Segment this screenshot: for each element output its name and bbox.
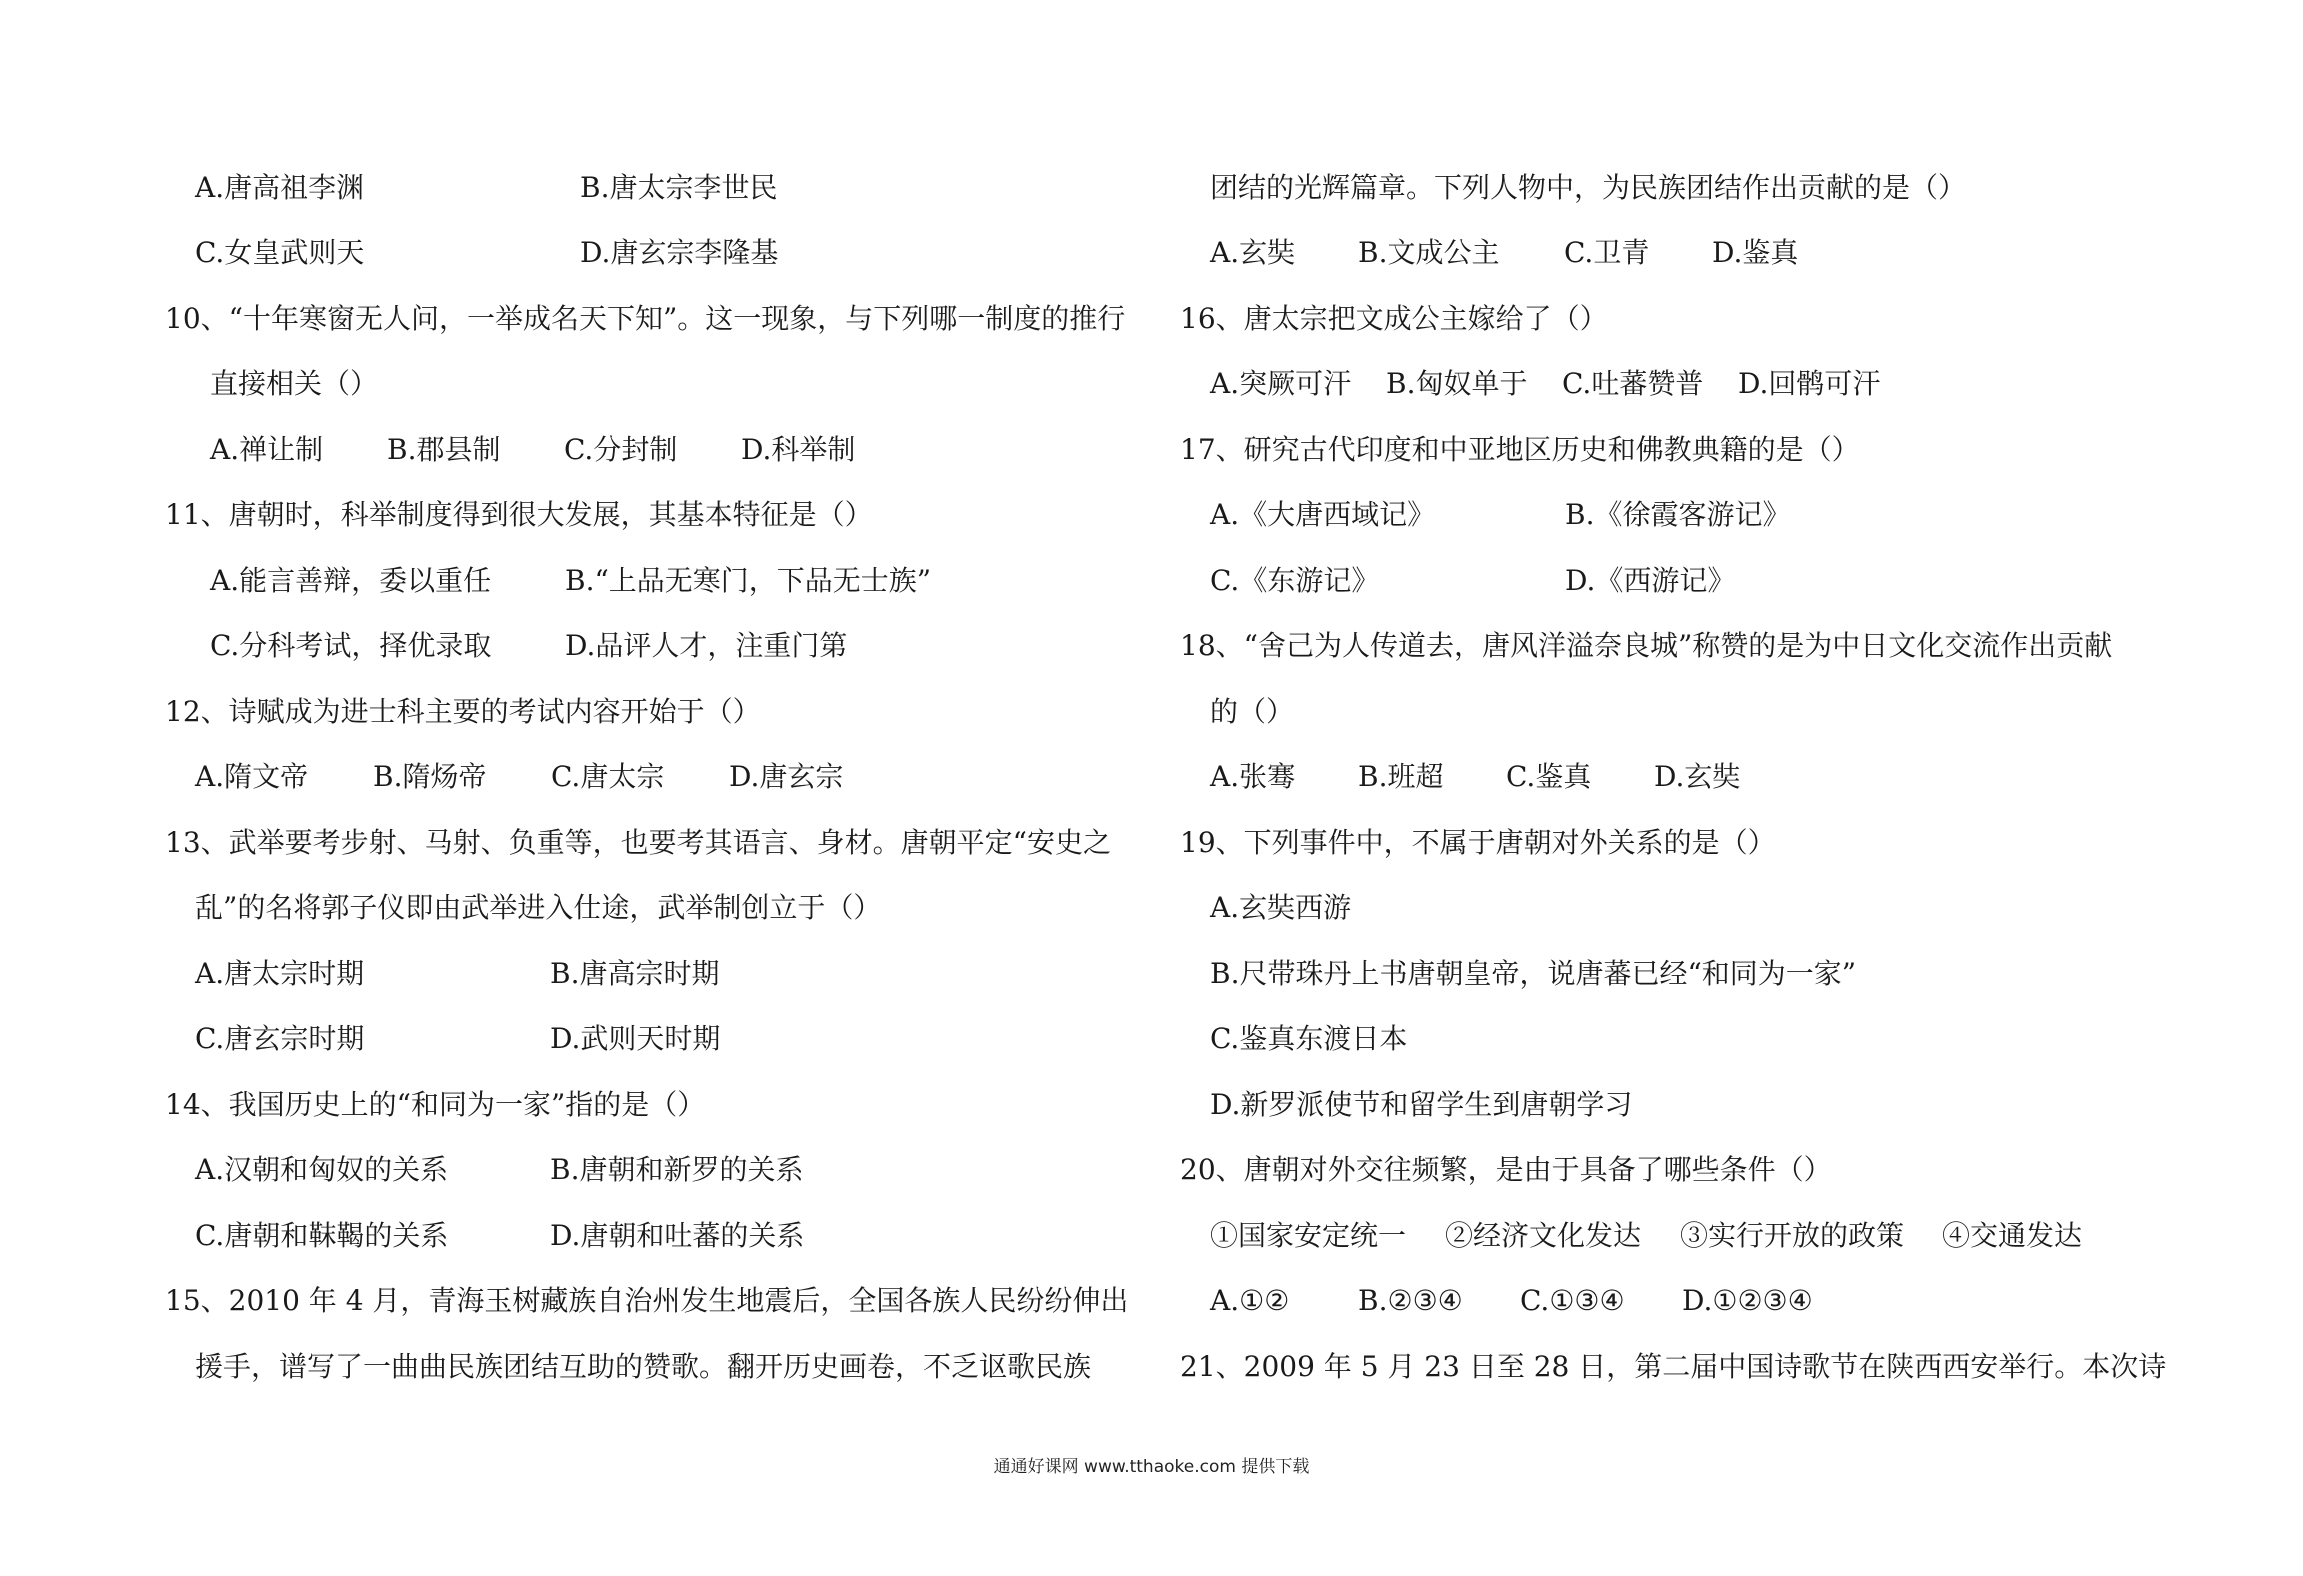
condition-item: ③实行开放的政策: [1680, 1218, 1905, 1252]
option-b: B.②③④: [1358, 1284, 1463, 1318]
option-a: A.①②: [1210, 1284, 1290, 1318]
option-b: B.隋炀帝: [373, 760, 487, 794]
option-c: C.鉴真: [1506, 760, 1592, 794]
option-b: B.文成公主: [1358, 236, 1500, 270]
option-a: A.能言善辩，委以重任: [210, 563, 492, 597]
question-20: 20、唐朝对外交往频繁，是由于具备了哪些条件（）: [1180, 1153, 1832, 1187]
question-17: 17、研究古代印度和中亚地区历史和佛教典籍的是（）: [1180, 432, 1860, 466]
question-18: 18、“舍己为人传道去，唐风洋溢奈良城”称赞的是为中日文化交流作出贡献: [1180, 629, 2113, 663]
option-d: D.玄奘: [1654, 760, 1741, 794]
option-a: A.玄奘西游: [1210, 891, 1352, 925]
option-a: A.张骞: [1210, 760, 1296, 794]
question-14: 14、我国历史上的“和同为一家”指的是（）: [165, 1087, 706, 1121]
option-row: [165, 548, 1145, 614]
right-column: [1180, 155, 2167, 1400]
option-row: [1180, 221, 2160, 287]
option-b: B.“上品无寒门，下品无士族”: [565, 563, 932, 597]
condition-item: ②经济文化发达: [1445, 1218, 1642, 1252]
option-d: D.唐玄宗李隆基: [580, 236, 779, 270]
option-c: C.①③④: [1520, 1284, 1625, 1318]
question-13: 13、武举要考步射、马射、负重等，也要考其语言、身材。唐朝平定“安史之: [165, 825, 1111, 859]
option-c: C.女皇武则天: [195, 236, 365, 270]
option-row: [165, 221, 1145, 287]
question-12: 12、诗赋成为进士科主要的考试内容开始于（）: [165, 694, 761, 728]
option-d: D.回鹘可汗: [1738, 367, 1881, 401]
option-d: D.①②③④: [1682, 1284, 1813, 1318]
option-b: B.唐太宗李世民: [580, 170, 778, 204]
option-b: B.班超: [1358, 760, 1444, 794]
left-column: [165, 155, 1145, 1400]
option-b: B.唐朝和新罗的关系: [550, 1153, 804, 1187]
option-row: [1180, 352, 2160, 418]
option-c: C.《东游记》: [1210, 563, 1380, 597]
option-a: A.唐高祖李渊: [195, 170, 365, 204]
option-row: [1180, 548, 2160, 614]
option-row: [1180, 1269, 2160, 1335]
question-11: 11、唐朝时，科举制度得到很大发展，其基本特征是（）: [165, 498, 873, 532]
option-row: [1180, 483, 2160, 549]
option-b: B.尺带珠丹上书唐朝皇帝，说唐蕃已经“和同为一家”: [1210, 956, 1857, 990]
option-d: D.唐朝和吐蕃的关系: [550, 1218, 805, 1252]
option-d: D.科举制: [741, 432, 856, 466]
question-16: 16、唐太宗把文成公主嫁给了（）: [1180, 301, 1608, 335]
question-10: 10、“十年寒窗无人问，一举成名天下知”。这一现象，与下列哪一制度的推行: [165, 301, 1126, 335]
option-row: [165, 941, 1145, 1007]
option-d: D.《西游记》: [1565, 563, 1736, 597]
footer-credit: 通通好课网 www.tthaoke.com 提供下载: [993, 1457, 1310, 1477]
option-row: [165, 745, 1145, 811]
option-c: C.唐太宗: [551, 760, 665, 794]
option-d: D.鉴真: [1712, 236, 1799, 270]
option-a: A.汉朝和匈奴的关系: [195, 1153, 449, 1187]
option-a: A.禅让制: [210, 432, 324, 466]
option-a: A.突厥可汗: [1210, 367, 1352, 401]
option-b: B.《徐霞客游记》: [1565, 498, 1791, 532]
option-c: C.鉴真东渡日本: [1210, 1022, 1408, 1056]
question-15-cont: 团结的光辉篇章。下列人物中，为民族团结作出贡献的是（）: [1210, 170, 1967, 204]
option-c: C.唐玄宗时期: [195, 1022, 365, 1056]
option-row: [165, 1203, 1145, 1269]
question-19: 19、下列事件中，不属于唐朝对外关系的是（）: [1180, 825, 1776, 859]
option-a: A.隋文帝: [195, 760, 309, 794]
option-row: [165, 417, 1145, 483]
option-c: C.分科考试，择优录取: [210, 629, 492, 663]
question-15: 15、2010 年 4 月，青海玉树藏族自治州发生地震后，全国各族人民纷纷伸出: [165, 1284, 1129, 1318]
option-c: C.卫青: [1564, 236, 1650, 270]
option-c: C.吐蕃赞普: [1562, 367, 1704, 401]
option-c: C.分封制: [564, 432, 678, 466]
condition-item: ①国家安定统一: [1210, 1218, 1407, 1252]
condition-row: [1180, 1203, 2160, 1269]
option-a: A.玄奘: [1210, 236, 1296, 270]
question-18-cont: 的（）: [1210, 694, 1295, 728]
question-21: 21、2009 年 5 月 23 日至 28 日，第二届中国诗歌节在陕西西安举行。本次诗: [1180, 1349, 2167, 1383]
question-13-cont: 乱”的名将郭子仪即由武举进入仕途，武举制创立于（）: [195, 891, 882, 925]
option-a: A.唐太宗时期: [195, 956, 365, 990]
option-d: D.新罗派使节和留学生到唐朝学习: [1210, 1087, 1633, 1121]
option-b: B.郡县制: [387, 432, 501, 466]
option-row: [165, 1007, 1145, 1073]
option-b: B.匈奴单于: [1386, 367, 1528, 401]
option-d: D.武则天时期: [550, 1022, 721, 1056]
option-row: [165, 1138, 1145, 1204]
condition-item: ④交通发达: [1942, 1218, 2083, 1252]
option-row: [1180, 745, 2160, 811]
option-row: [165, 155, 1145, 221]
question-10-cont: 直接相关（）: [210, 367, 379, 401]
option-d: D.唐玄宗: [729, 760, 844, 794]
option-d: D.品评人才，注重门第: [565, 629, 848, 663]
question-15-cont: 援手，谱写了一曲曲民族团结互助的赞歌。翻开历史画卷，不乏讴歌民族: [195, 1349, 1092, 1383]
option-a: A.《大唐西域记》: [1210, 498, 1436, 532]
option-row: [165, 614, 1145, 680]
option-c: C.唐朝和靺鞨的关系: [195, 1218, 449, 1252]
option-b: B.唐高宗时期: [550, 956, 720, 990]
